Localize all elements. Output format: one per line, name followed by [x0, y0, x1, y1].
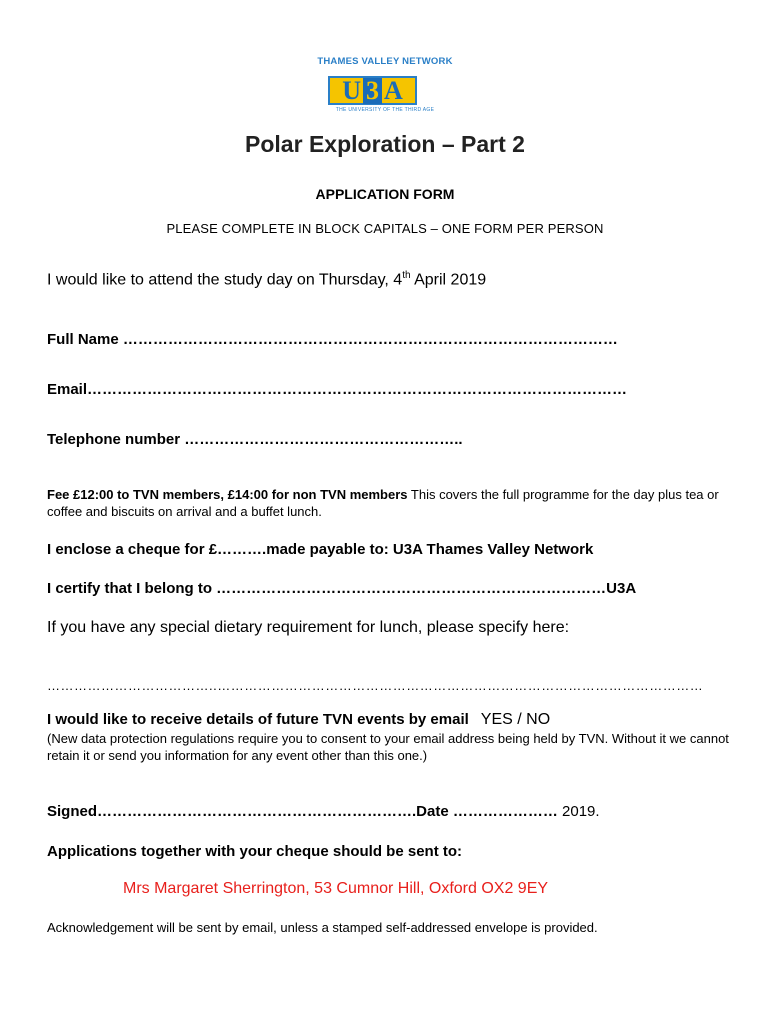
- attend-statement: [47, 270, 486, 289]
- cheque-field[interactable]: I enclose a cheque for £……….made payable to: U3A Thames Valley Network: [47, 541, 594, 558]
- logo-letter-a: A: [384, 75, 403, 105]
- dietary-answer-line[interactable]: ………………………………..………………………………………………………………………………………………: [47, 678, 704, 693]
- postal-address: Mrs Margaret Sherrington, 53 Cumnor Hill, Oxford OX2 9EY: [123, 880, 549, 897]
- yes-no-options[interactable]: YES / NO: [480, 711, 551, 728]
- logo-letter-u: U: [342, 75, 361, 105]
- form-instruction: PLEASE COMPLETE IN BLOCK CAPITALS – ONE FORM PER PERSON: [166, 221, 604, 236]
- fee-amounts: Fee £12:00 to TVN members, £14:00 for non TVN members: [47, 487, 408, 502]
- logo-tagline: THE UNIVERSITY OF THE THIRD AGE: [335, 107, 435, 113]
- future-events-question: [47, 711, 550, 729]
- consent-note: (New data protection regulations require you to consent to your email address being held by TVN. Without it we cannot retain it or send you information for any event other than this one.): [47, 731, 729, 763]
- signed-date-text: Signed……………………………………………………….Date …………………: [47, 803, 558, 820]
- fee-paragraph: [47, 486, 737, 520]
- attend-prefix: I would like to attend the study day on Thursday, 4: [47, 271, 403, 289]
- applications-heading: Applications together with your cheque should be sent to:: [47, 843, 463, 860]
- attend-suffix: April 2019: [410, 271, 487, 289]
- telephone-field[interactable]: Telephone number ………………………………………………..: [47, 431, 463, 448]
- acknowledgement-note: Acknowledgement will be sent by email, unless a stamped self-addressed envelope is provided.: [47, 920, 598, 935]
- full-name-field[interactable]: Full Name ………………………………………………………………………………………: [47, 331, 618, 348]
- u3a-logo: [328, 76, 417, 105]
- logo-network-text: THAMES VALLEY NETWORK: [317, 56, 453, 67]
- logo-letter-3: 3: [363, 78, 382, 104]
- form-subtitle: APPLICATION FORM: [315, 186, 455, 202]
- signature-date-field[interactable]: [47, 803, 600, 820]
- attend-ordinal: th: [402, 270, 411, 281]
- future-events-text: I would like to receive details of future TVN events by email: [47, 711, 469, 728]
- document-title: Polar Exploration – Part 2: [245, 131, 525, 157]
- certify-field[interactable]: I certify that I belong to ……………………………………………………………………U3A: [47, 580, 637, 597]
- signed-year: 2019.: [557, 803, 600, 820]
- email-field[interactable]: Email………………………………………………………………………………………………: [47, 381, 628, 398]
- fee-description: This covers the full programme for the day plus tea or coffee and biscuits on arrival and a buffet lunch.: [47, 487, 719, 519]
- dietary-question: If you have any special dietary requirement for lunch, please specify here:: [47, 619, 570, 636]
